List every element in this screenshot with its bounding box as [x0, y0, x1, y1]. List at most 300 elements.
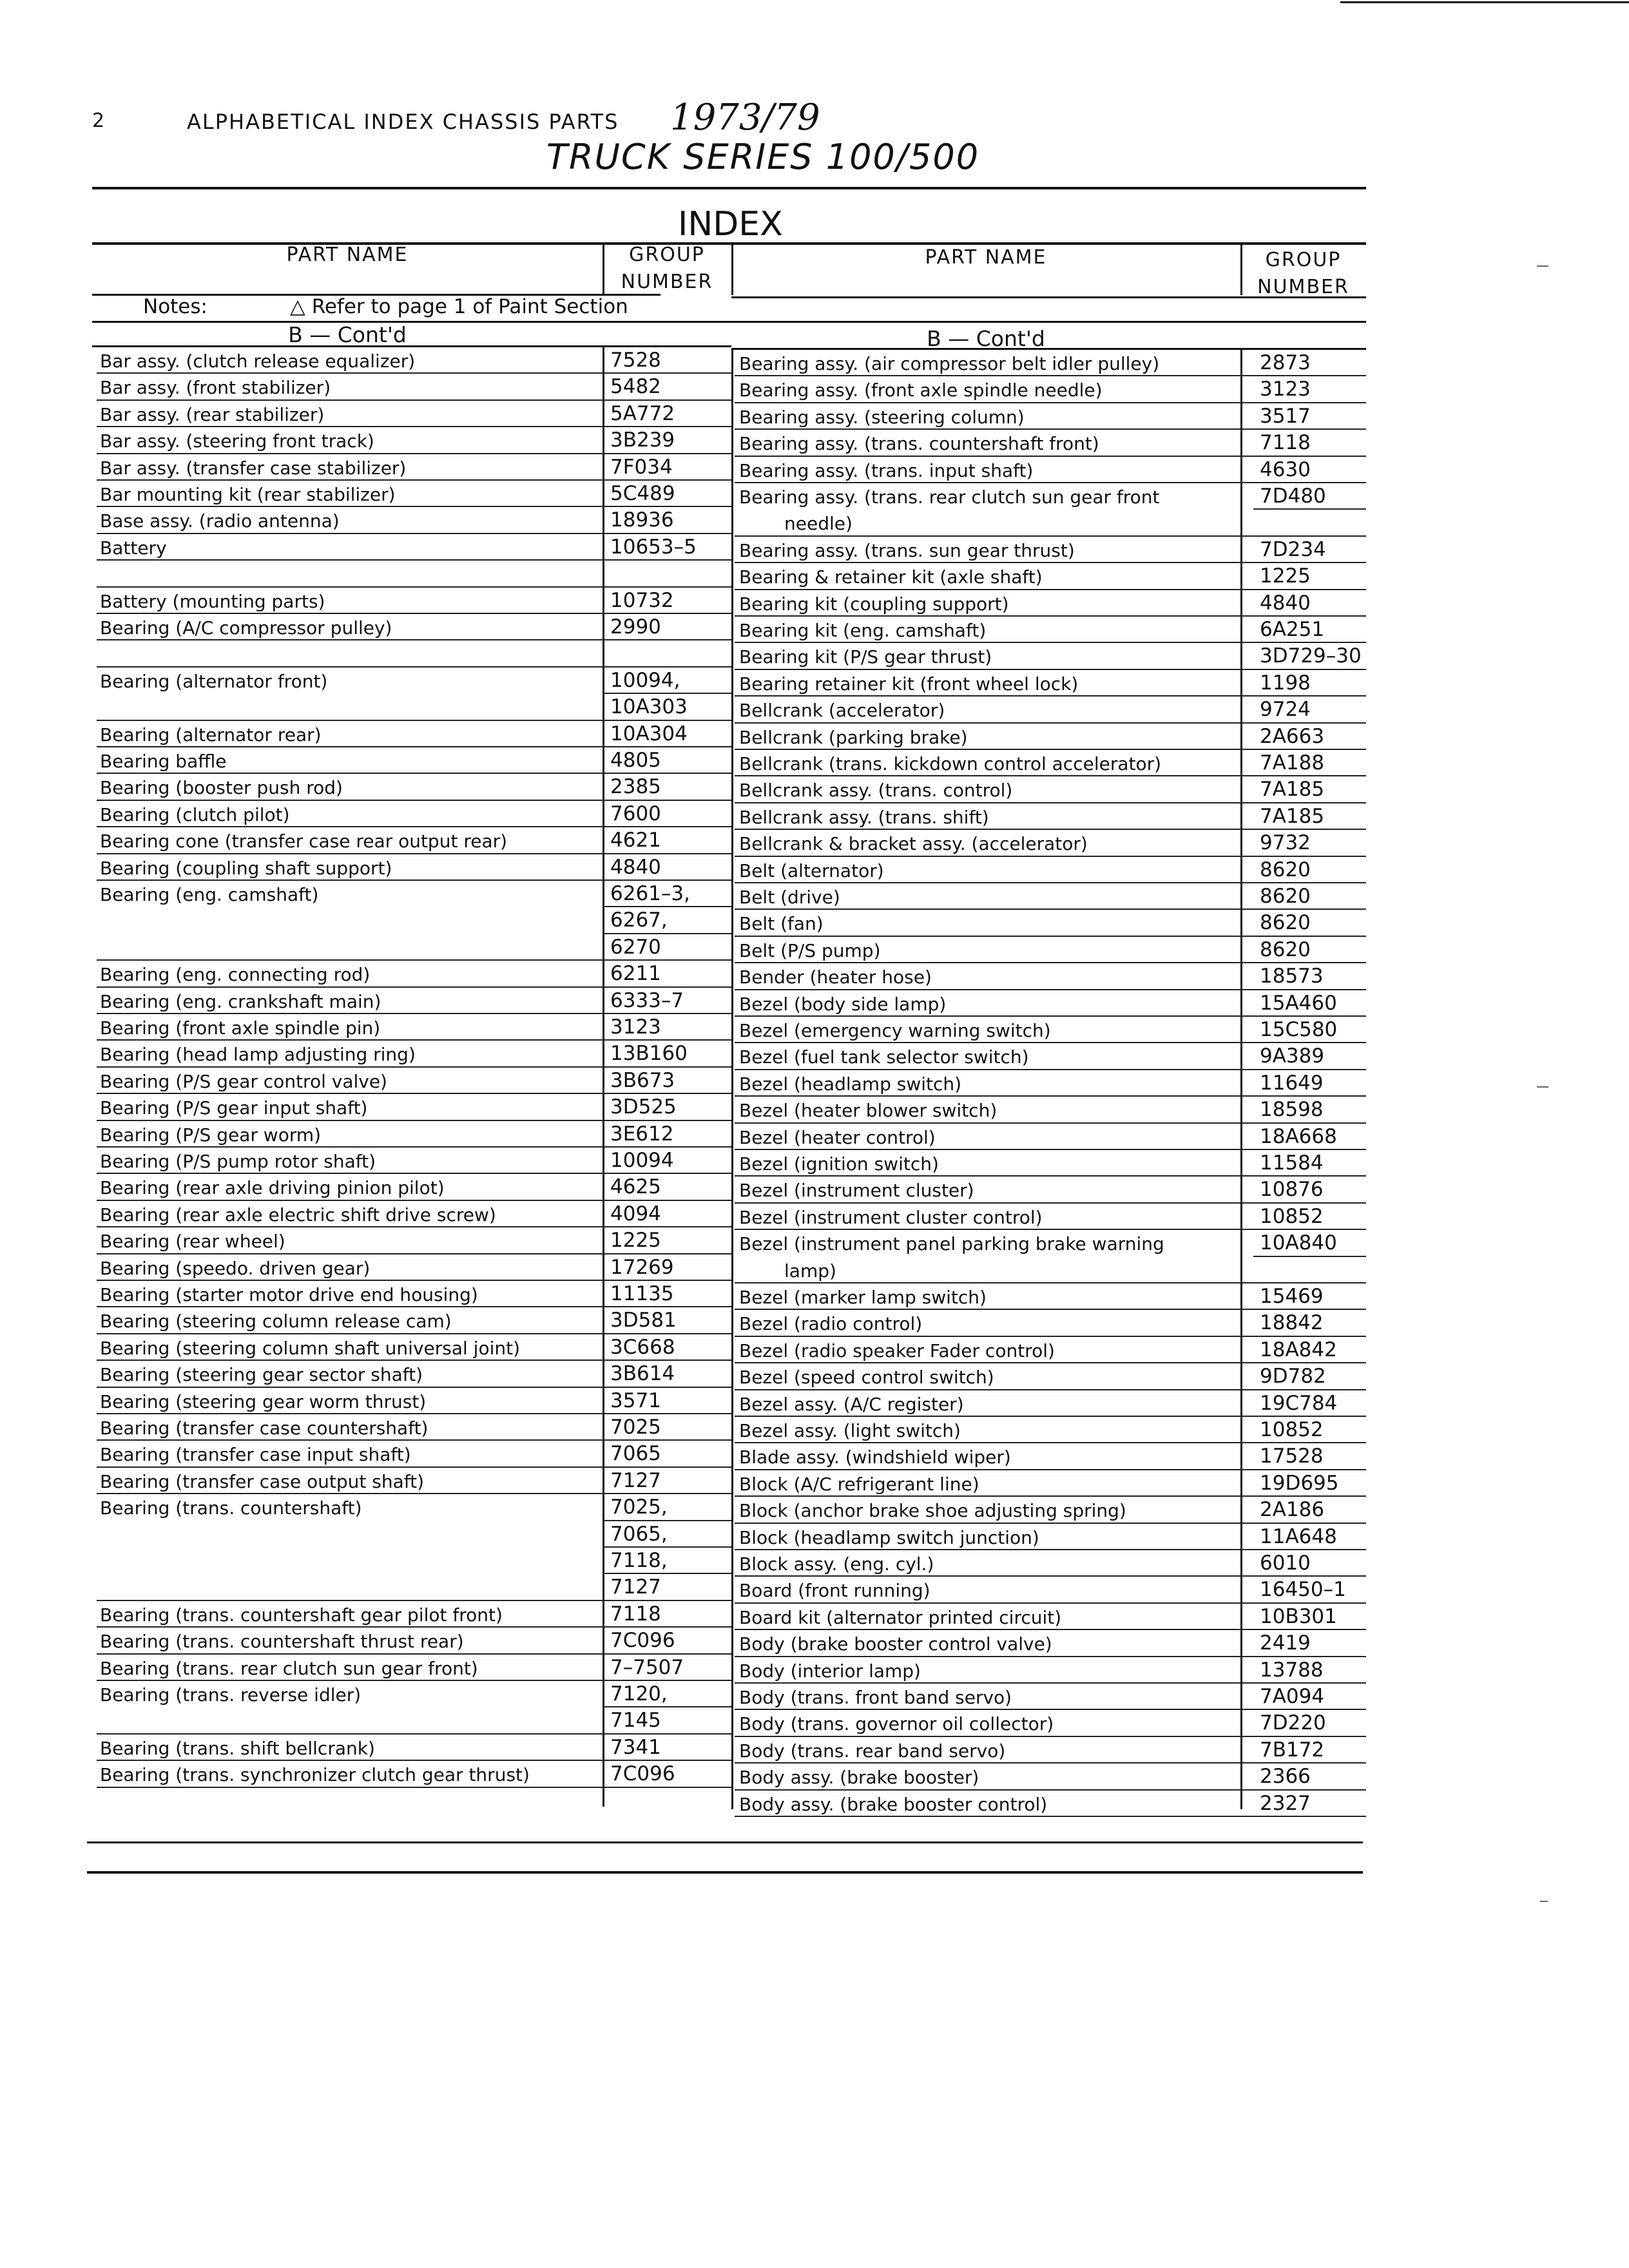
group-number: 18A668 [1260, 1124, 1337, 1148]
group-number: 11649 [1260, 1071, 1324, 1095]
group-number: 7127 [610, 1575, 661, 1599]
table-row [0, 1631, 1629, 1657]
row-rule [735, 456, 1366, 457]
group-number: 19C784 [1260, 1391, 1338, 1415]
part-name: Bearing kit (eng. camshaft) [739, 620, 987, 641]
part-name: Bearing (transfer case countershaft) [100, 1418, 429, 1439]
left-top-rule [92, 345, 731, 347]
group-number: 7528 [610, 349, 661, 372]
part-name: Bearing (trans. synchronizer clutch gear thrust) [100, 1764, 530, 1786]
footer-rule-1 [87, 1841, 1363, 1843]
row-rule [735, 1309, 1366, 1310]
table-row [0, 964, 1629, 990]
group-number: 11135 [610, 1282, 674, 1305]
group-number: 6211 [610, 962, 661, 986]
part-name: Bearing assy. (air compressor belt idler pulley) [739, 353, 1160, 374]
part-name: Bezel (body side lamp) [739, 993, 947, 1015]
part-name: Bearing (trans. countershaft gear pilot front) [100, 1604, 503, 1626]
group-number: 10A303 [610, 695, 688, 719]
margin-tick [1537, 1086, 1548, 1088]
group-number: 17528 [1260, 1445, 1324, 1468]
table-row [0, 1418, 1629, 1444]
part-name: Bezel (heater control) [739, 1126, 936, 1148]
table-row [0, 1204, 1629, 1231]
part-name: Body (brake booster control valve) [739, 1633, 1052, 1655]
row-rule [735, 1575, 1366, 1577]
group-number: 2990 [610, 615, 661, 639]
part-name: Board kit (alternator printed circuit) [739, 1606, 1062, 1628]
row-rule [735, 1042, 1366, 1043]
part-name: Block assy. (eng. cyl.) [739, 1553, 934, 1575]
table-row [0, 588, 1629, 617]
part-name: Bearing (rear axle driving pinion pilot) [100, 1177, 445, 1199]
table-row [0, 1311, 1629, 1337]
group-number: 3D525 [610, 1095, 677, 1119]
group-number: 7118 [1260, 431, 1311, 455]
part-name: Body (trans. governor oil collector) [739, 1713, 1054, 1735]
part-name: Belt (alternator) [739, 860, 884, 881]
group-number: 10094, [610, 668, 680, 692]
group-number: 10B301 [1260, 1604, 1337, 1628]
part-name: Bar assy. (transfer case stabilizer) [100, 457, 407, 479]
part-name: Bellcrank (trans. kickdown control accelerator) [739, 753, 1162, 774]
group-number: 2A663 [1260, 724, 1325, 748]
part-name: Bearing assy. (steering column) [739, 406, 1025, 428]
group-number: 6010 [1260, 1552, 1311, 1575]
row-rule [735, 375, 1366, 376]
table-row [0, 1044, 1629, 1070]
table-row [0, 1284, 1629, 1311]
part-name: Bearing (head lamp adjusting ring) [100, 1044, 416, 1066]
part-name: Battery [100, 537, 167, 559]
left-group-header-2: NUMBER [621, 271, 713, 293]
group-number: 15469 [1260, 1285, 1324, 1308]
group-number: 7025, [610, 1495, 668, 1519]
part-name: Bearing (transfer case input shaft) [100, 1444, 411, 1466]
part-name: Bar mounting kit (rear stabilizer) [100, 484, 396, 505]
part-name: Body (trans. rear band servo) [739, 1740, 1006, 1762]
part-name: Bearing kit (coupling support) [739, 593, 1009, 615]
group-number: 19D695 [1260, 1471, 1339, 1495]
group-number: 3C668 [610, 1335, 675, 1359]
group-number: 18598 [1260, 1098, 1324, 1122]
footer-rule-2 [87, 1871, 1363, 1874]
group-number: 7025 [610, 1416, 661, 1439]
header-right-rule [731, 296, 1366, 298]
row-rule [735, 1362, 1366, 1363]
group-number: 5C489 [610, 482, 675, 505]
part-name: Bezel (instrument cluster control) [739, 1206, 1043, 1228]
group-number: 10876 [1260, 1178, 1324, 1202]
group-number: 8620 [1260, 885, 1311, 908]
group-number: 7D480 [1260, 485, 1326, 508]
row-rule [735, 1495, 1366, 1497]
part-name: Bearing & retainer kit (axle shaft) [739, 566, 1043, 588]
group-number: 2385 [610, 775, 661, 799]
table-row [0, 1231, 1629, 1257]
group-number: 3D729–30 [1260, 644, 1362, 668]
part-name: Bearing (trans. reverse idler) [100, 1684, 361, 1706]
group-number: 7A185 [1260, 778, 1325, 802]
table-row [0, 377, 1629, 403]
group-number: 1198 [1260, 671, 1311, 695]
group-number: 11584 [1260, 1151, 1324, 1175]
row-rule [735, 775, 1366, 776]
group-number: 7D234 [1260, 537, 1326, 561]
row-rule [735, 882, 1366, 883]
part-name: Bearing (coupling shaft support) [100, 857, 392, 879]
row-rule [735, 695, 1366, 697]
group-number: 13788 [1260, 1658, 1324, 1682]
row-rule [735, 615, 1366, 617]
index-title: INDEX [678, 205, 783, 244]
table-row [0, 1604, 1629, 1631]
table-row [0, 1791, 1629, 1818]
table-row [0, 724, 1629, 751]
group-number: 7C096 [610, 1762, 675, 1786]
group-number: 18573 [1260, 965, 1324, 988]
group-number: 7118, [610, 1549, 668, 1572]
part-name: Bezel (heater blower switch) [739, 1100, 998, 1122]
row-rule [735, 1229, 1366, 1230]
part-name: Bearing (transfer case output shaft) [100, 1470, 424, 1492]
row-rule [735, 1069, 1366, 1070]
part-name: Bearing (clutch pilot) [100, 803, 290, 825]
part-name: Bearing (steering column shaft universal joint) [100, 1337, 521, 1359]
row-rule [735, 1656, 1366, 1657]
group-number: 7A185 [1260, 804, 1325, 828]
part-name: Block (A/C refrigerant line) [739, 1473, 979, 1495]
part-name: Bearing (trans. countershaft thrust rear) [100, 1631, 464, 1653]
group-number: 4094 [610, 1202, 661, 1225]
part-name: Bearing (A/C compressor pulley) [100, 617, 392, 639]
table-row [0, 1497, 1629, 1524]
row-rule [735, 989, 1366, 990]
margin-tick [1537, 265, 1548, 267]
group-number: 7120, [610, 1682, 668, 1706]
left-group-header-1: GROUP [629, 244, 705, 266]
table-row [0, 537, 1629, 564]
row-rule [735, 1682, 1366, 1684]
group-number: 4625 [610, 1175, 661, 1199]
table-row [0, 564, 1629, 590]
table-row [0, 668, 1629, 697]
part-name: Bearing (trans. countershaft) [100, 1497, 362, 1519]
group-number: 7118 [610, 1602, 661, 1626]
table-row [0, 1364, 1629, 1390]
row-rule [735, 829, 1366, 830]
group-number: 4630 [1260, 457, 1311, 481]
group-number: 4840 [610, 855, 661, 879]
table-row [0, 1444, 1629, 1470]
group-number: 7C096 [610, 1629, 675, 1653]
group-number: 3D581 [610, 1309, 677, 1332]
part-name: Bar assy. (clutch release equalizer) [100, 351, 416, 372]
group-number: 1225 [610, 1229, 661, 1253]
table-row [0, 777, 1629, 803]
group-number: 9A389 [1260, 1044, 1325, 1068]
table-row [0, 430, 1629, 457]
part-name: Bearing (steering gear sector shaft) [100, 1364, 423, 1386]
part-name: Bearing cone (transfer case rear output rear) [100, 831, 508, 852]
part-name: lamp) [784, 1260, 836, 1282]
group-number: 3571 [610, 1389, 661, 1412]
part-name: Bezel (radio control) [739, 1313, 923, 1335]
group-number: 4840 [1260, 591, 1311, 615]
part-name: Bezel (instrument panel parking brake warning [739, 1233, 1164, 1255]
part-name: needle) [784, 513, 853, 535]
document-title: ALPHABETICAL INDEX CHASSIS PARTS [187, 110, 619, 134]
part-name: Bearing (alternator front) [100, 670, 328, 692]
part-name: Bellcrank & bracket assy. (accelerator) [739, 833, 1088, 855]
table-row [0, 697, 1629, 724]
group-number: 5482 [610, 375, 661, 399]
group-number: 7127 [610, 1468, 661, 1492]
table-row [0, 751, 1629, 777]
part-name: Bearing assy. (trans. countershaft front) [739, 433, 1099, 455]
part-name: Base assy. (radio antenna) [100, 510, 340, 532]
part-name: Bezel (ignition switch) [739, 1153, 939, 1175]
row-rule [735, 1602, 1366, 1604]
group-number: 10852 [1260, 1204, 1324, 1228]
row-rule [735, 802, 1366, 803]
table-row [0, 457, 1629, 484]
row-rule [735, 1629, 1366, 1630]
row-rule [735, 1469, 1366, 1470]
row-rule [735, 402, 1366, 403]
group-number: 10653–5 [610, 535, 697, 559]
group-number: 2419 [1260, 1631, 1311, 1655]
table-row [0, 1124, 1629, 1151]
left-section-heading: B — Cont'd [288, 322, 407, 347]
row-rule [735, 749, 1366, 750]
right-group-header-1: GROUP [1265, 249, 1342, 271]
part-name: Bearing (steering gear worm thrust) [100, 1390, 427, 1412]
group-number: 15A460 [1260, 991, 1337, 1015]
group-number: 10852 [1260, 1418, 1324, 1441]
part-name: Bearing (trans. rear clutch sun gear front) [100, 1657, 478, 1679]
part-name: Bellcrank assy. (trans. shift) [739, 806, 989, 828]
part-name: Bearing (front axle spindle pin) [100, 1017, 381, 1039]
part-name: Bearing assy. (trans. rear clutch sun gear front [739, 486, 1160, 508]
part-name: Bender (heater hose) [739, 966, 932, 988]
group-number: 8620 [1260, 937, 1311, 961]
group-number: 6261–3, [610, 882, 690, 905]
group-number: 10732 [610, 588, 674, 612]
row-rule [735, 1442, 1366, 1443]
row-rule [735, 1149, 1366, 1150]
group-number: 7145 [610, 1709, 661, 1733]
part-name: Bearing (eng. connecting rod) [100, 964, 371, 986]
part-name: Bearing (starter motor drive end housing) [100, 1284, 478, 1305]
group-number: 3123 [1260, 378, 1311, 401]
part-name: Bearing (rear wheel) [100, 1231, 285, 1253]
group-number: 8620 [1260, 858, 1311, 881]
table-row [0, 1524, 1629, 1551]
row-rule [735, 722, 1366, 724]
group-number: 13B160 [610, 1042, 688, 1066]
part-name: Bezel (fuel tank selector switch) [739, 1046, 1029, 1068]
part-name: Bearing (trans. shift bellcrank) [100, 1737, 375, 1759]
part-name: Bearing (eng. camshaft) [100, 884, 319, 905]
group-number: 7065 [610, 1442, 661, 1466]
group-number: 5A772 [610, 401, 675, 425]
row-rule [735, 1523, 1366, 1524]
group-number: 1225 [1260, 564, 1311, 588]
part-name: Bearing (eng. crankshaft main) [100, 990, 381, 1012]
part-name: Bar assy. (rear stabilizer) [100, 403, 325, 425]
part-name: Bearing kit (P/S gear thrust) [739, 646, 992, 668]
row-rule [735, 562, 1366, 563]
part-name: Bezel (radio speaker Fader control) [739, 1340, 1055, 1361]
part-name: Bezel (speed control switch) [739, 1367, 994, 1389]
row-rule [735, 1015, 1366, 1017]
part-name: Bearing (rear axle electric shift drive screw) [100, 1204, 496, 1225]
table-row [0, 884, 1629, 910]
part-name: Bellcrank (parking brake) [739, 726, 968, 748]
group-number: 9732 [1260, 831, 1311, 855]
part-name: Block (headlamp switch junction) [739, 1526, 1039, 1548]
group-number: 6270 [610, 935, 661, 959]
part-name: Body assy. (brake booster) [739, 1767, 979, 1789]
part-name: Board (front running) [739, 1580, 930, 1602]
group-number: 10A840 [1260, 1231, 1337, 1255]
part-name: Blade assy. (windshield wiper) [739, 1446, 1011, 1468]
group-number: 7F034 [610, 455, 673, 479]
part-name: Belt (drive) [739, 887, 840, 908]
group-number: 3B614 [610, 1362, 675, 1386]
part-name: Bearing (P/S gear control valve) [100, 1070, 387, 1092]
part-name: Bellcrank (accelerator) [739, 700, 945, 722]
table-row [0, 1551, 1629, 1577]
table-row [0, 1655, 1629, 1684]
table-row [0, 1097, 1629, 1124]
group-number: 3123 [610, 1015, 661, 1039]
group-number: 2327 [1260, 1791, 1311, 1815]
group-number: 6267, [610, 908, 668, 932]
table-row [0, 1577, 1629, 1604]
table-row [0, 617, 1629, 644]
right-section-heading: B — Cont'd [927, 326, 1045, 351]
group-number: 7B172 [1260, 1738, 1325, 1762]
table-row [0, 1764, 1629, 1791]
group-rule [1253, 1256, 1366, 1257]
table-row [0, 1684, 1629, 1711]
row-rule [735, 1709, 1366, 1710]
notes-label: Notes: [143, 295, 207, 318]
part-name: Bearing (alternator rear) [100, 724, 322, 745]
row-rule [735, 1389, 1366, 1390]
table-row [0, 1735, 1629, 1764]
table-row [0, 1151, 1629, 1177]
notes-text: △ Refer to page 1 of Paint Section [290, 295, 628, 318]
part-name: Body (interior lamp) [739, 1660, 921, 1682]
row-rule [735, 1095, 1366, 1097]
part-name: Belt (fan) [739, 913, 824, 935]
part-name: Bezel (instrument cluster) [739, 1180, 974, 1202]
group-number: 18842 [1260, 1311, 1324, 1335]
document-series: TRUCK SERIES 100/500 [546, 137, 980, 177]
row-rule [735, 936, 1366, 937]
row-rule [735, 1122, 1366, 1124]
table-row [0, 1177, 1629, 1204]
table-row [0, 510, 1629, 537]
group-number: 7A188 [1260, 751, 1325, 774]
row-rule [735, 1789, 1366, 1791]
right-group-header-2: NUMBER [1257, 276, 1349, 298]
table-row [0, 1711, 1629, 1737]
part-name: Bearing assy. (front axle spindle needle) [739, 380, 1103, 401]
table-row [0, 804, 1629, 831]
group-number: 4621 [610, 829, 661, 852]
table-row [0, 401, 1629, 430]
part-name: Bezel (marker lamp switch) [739, 1287, 987, 1308]
table-row [0, 1255, 1629, 1284]
group-number: 7A094 [1260, 1685, 1325, 1708]
corner-rule [1340, 1, 1629, 3]
group-number: 6A251 [1260, 618, 1325, 641]
table-row [0, 484, 1629, 510]
part-name: Bearing retainer kit (front wheel lock) [739, 673, 1079, 695]
group-number: 11A648 [1260, 1524, 1337, 1548]
part-name: Bellcrank assy. (trans. control) [739, 780, 1013, 802]
row-rule [735, 962, 1366, 963]
right-part-name-header: PART NAME [925, 246, 1047, 269]
group-number: 4805 [610, 749, 661, 772]
table-row [0, 644, 1629, 670]
group-number: 10A304 [610, 722, 688, 745]
group-number: 6333–7 [610, 988, 684, 1012]
group-number: 3E612 [610, 1122, 674, 1146]
group-number: 18A842 [1260, 1338, 1337, 1361]
group-number: 7D220 [1260, 1711, 1326, 1735]
group-number: 3517 [1260, 404, 1311, 428]
row-rule [735, 1816, 1366, 1817]
part-name: Bezel assy. (A/C register) [739, 1393, 964, 1415]
table-row [0, 855, 1629, 884]
part-name: Bearing assy. (trans. sun gear thrust) [739, 539, 1075, 561]
group-number: 7–7507 [610, 1655, 684, 1679]
part-name: Bearing baffle [100, 751, 227, 772]
row-rule [735, 1202, 1366, 1204]
group-number: 9D782 [1260, 1365, 1326, 1389]
group-number: 7341 [610, 1735, 661, 1759]
group-number: 2A186 [1260, 1498, 1325, 1522]
table-row [0, 1068, 1629, 1097]
group-number: 2873 [1260, 351, 1311, 374]
row-rule [735, 642, 1366, 643]
table-row [0, 1391, 1629, 1418]
part-name: Bezel (emergency warning switch) [739, 1020, 1051, 1041]
part-name: Bearing (P/S gear worm) [100, 1124, 322, 1146]
row-rule [735, 908, 1366, 910]
group-number: 2366 [1260, 1765, 1311, 1789]
table-row [0, 1335, 1629, 1364]
table-row [0, 351, 1629, 377]
row-rule [735, 1736, 1366, 1737]
row-rule [735, 482, 1366, 483]
group-number: 17269 [610, 1255, 674, 1279]
margin-tick [1540, 1901, 1548, 1902]
group-number: 3B239 [610, 428, 675, 452]
table-row [0, 1468, 1629, 1497]
left-part-name-header: PART NAME [286, 244, 409, 266]
part-name: Bearing (booster push rod) [100, 777, 343, 799]
table-row [0, 831, 1629, 857]
group-rule [1253, 508, 1366, 510]
group-number: 9724 [1260, 698, 1311, 722]
header-rule [92, 187, 1366, 189]
